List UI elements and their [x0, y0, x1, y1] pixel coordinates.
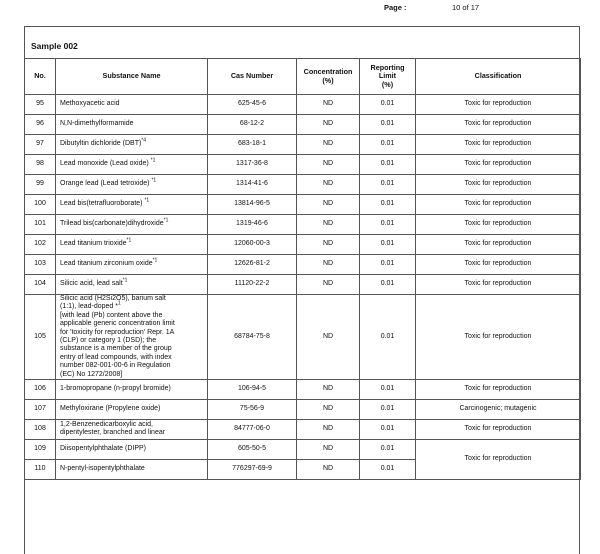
substance-text: Lead bis(tetrafluoroborate) — [60, 200, 145, 208]
cell-limit: 0.01 — [360, 419, 416, 439]
cell-cas: 68784-75-8 — [208, 295, 297, 380]
table-row — [25, 155, 581, 175]
substance-text: Silicic acid, lead salt — [60, 280, 123, 288]
cell-classification: Toxic for reproduction — [416, 255, 581, 275]
footnote-mark: *1 — [163, 217, 169, 224]
substance-text: Lead titanium zirconium oxide — [60, 260, 153, 268]
substance-text: Dibutyltin dichloride (DBT) — [60, 140, 142, 148]
cell-cas: 605-50-5 — [208, 439, 297, 459]
table-row — [25, 135, 581, 155]
footnote-mark: *1 — [150, 157, 156, 164]
cell-cas: 683-18-1 — [208, 135, 297, 155]
cell-no: 101 — [25, 215, 56, 235]
cell-concentration: ND — [297, 95, 360, 115]
cell-concentration: ND — [297, 295, 360, 380]
cell-cas: 11120-22-2 — [208, 275, 297, 295]
cell-no: 106 — [25, 379, 56, 399]
cell-classification: Toxic for reproduction — [416, 115, 581, 135]
table-row — [25, 115, 581, 135]
table-row — [25, 295, 581, 380]
substance-text: N,N-dimethylformamide — [60, 120, 134, 128]
cell-cas: 106-94-5 — [208, 379, 297, 399]
cell-classification: Toxic for reproduction — [416, 379, 581, 399]
cell-cas: 1314-41-6 — [208, 175, 297, 195]
cell-substance — [56, 115, 208, 135]
cell-classification: Toxic for reproduction — [416, 155, 581, 175]
cell-limit: 0.01 — [360, 439, 416, 459]
cell-classification: Toxic for reproduction — [416, 95, 581, 115]
cell-substance — [56, 195, 208, 215]
cell-limit: 0.01 — [360, 235, 416, 255]
footnote-mark: *1 — [152, 257, 158, 264]
cell-cas: 12626-81-2 — [208, 255, 297, 275]
col-header-limit: Reporting Limit (%) — [360, 59, 416, 95]
cell-concentration: ND — [297, 275, 360, 295]
cell-limit: 0.01 — [360, 295, 416, 380]
cell-no: 100 — [25, 195, 56, 215]
cell-substance — [56, 95, 208, 115]
cell-no: 107 — [25, 399, 56, 419]
substance-text: Orange lead (Lead tetroxide) — [60, 180, 152, 188]
cell-substance — [56, 275, 208, 295]
table-row — [25, 175, 581, 195]
footnote-mark: *1 — [126, 237, 132, 244]
substance-text: Lead monoxide (Lead oxide) — [60, 160, 151, 168]
substance-text: Trilead bis(carbonate)dihydroxide — [60, 220, 164, 228]
table-row — [25, 235, 581, 255]
substance-text: N-pentyl-isopentylphthalate — [60, 465, 145, 473]
footnote-mark: *4 — [141, 137, 147, 144]
substance-text: 1-bromopropane (n-propyl bromide) — [60, 385, 171, 393]
cell-substance — [56, 175, 208, 195]
substance-table — [24, 58, 581, 480]
table-row — [25, 195, 581, 215]
substance-line: 1,2-Benzenedicarboxylic acid, — [60, 421, 153, 429]
cell-limit: 0.01 — [360, 215, 416, 235]
cell-limit: 0.01 — [360, 275, 416, 295]
cell-no: 102 — [25, 235, 56, 255]
table-row — [25, 399, 581, 419]
cell-substance — [56, 399, 208, 419]
col-header-no: No. — [25, 59, 56, 95]
substance-text: Diisopentylphthalate (DIPP) — [60, 445, 146, 453]
cell-no: 104 — [25, 275, 56, 295]
cell-no: 109 — [25, 439, 56, 459]
cell-limit: 0.01 — [360, 195, 416, 215]
cell-substance — [56, 439, 208, 459]
substance-line: (EC) No 1272/2008] — [60, 370, 123, 378]
footnote-mark: *1 — [151, 177, 157, 184]
cell-concentration: ND — [297, 175, 360, 195]
cell-classification: Toxic for reproduction — [416, 195, 581, 215]
cell-limit: 0.01 — [360, 255, 416, 275]
table-row — [25, 255, 581, 275]
cell-limit: 0.01 — [360, 379, 416, 399]
substance-line: [with lead (Pb) content above the — [60, 311, 163, 319]
cell-no: 110 — [25, 459, 56, 479]
cell-classification: Toxic for reproduction — [416, 295, 581, 380]
cell-no: 99 — [25, 175, 56, 195]
cell-cas: 68-12-2 — [208, 115, 297, 135]
cell-classification: Toxic for reproduction — [416, 215, 581, 235]
substance-line: substance is a member of the group — [60, 345, 172, 353]
cell-concentration: ND — [297, 419, 360, 439]
cell-concentration: ND — [297, 115, 360, 135]
footnote-mark: *1 — [144, 197, 150, 204]
cell-substance — [56, 135, 208, 155]
cell-concentration: ND — [297, 379, 360, 399]
cell-concentration: ND — [297, 215, 360, 235]
cell-substance — [56, 459, 208, 479]
cell-classification: Toxic for reproduction — [416, 275, 581, 295]
col-header-substance: Substance Name — [56, 59, 208, 95]
table-row — [25, 439, 581, 459]
col-header-concentration: Concentration (%) — [297, 59, 360, 95]
cell-limit: 0.01 — [360, 95, 416, 115]
substance-line: for 'toxicity for reproduction' Repr. 1A — [60, 328, 175, 336]
cell-substance — [56, 255, 208, 275]
cell-classification: Toxic for reproduction — [416, 135, 581, 155]
cell-substance — [56, 155, 208, 175]
cell-concentration: ND — [297, 155, 360, 175]
cell-substance — [56, 235, 208, 255]
cell-cas: 75-56-9 — [208, 399, 297, 419]
cell-limit: 0.01 — [360, 399, 416, 419]
footnote-mark: 1 — [117, 301, 121, 308]
cell-cas: 13814-96-5 — [208, 195, 297, 215]
cell-classification: Toxic for reproduction — [416, 419, 581, 439]
cell-no: 103 — [25, 255, 56, 275]
table-row — [25, 379, 581, 399]
cell-substance — [56, 419, 208, 439]
page-header — [0, 3, 600, 17]
substance-line: Silicic acid (H2Si2O5), barium salt — [60, 295, 166, 302]
substance-line: applicable generic concentration limit — [60, 320, 175, 328]
cell-no: 95 — [25, 95, 56, 115]
cell-substance — [56, 295, 208, 380]
cell-classification: Toxic for reproduction — [416, 235, 581, 255]
cell-classification: Toxic for reproduction — [416, 175, 581, 195]
table-header-row — [25, 59, 581, 95]
cell-no: 97 — [25, 135, 56, 155]
cell-concentration: ND — [297, 235, 360, 255]
substance-text: Methoxyacetic acid — [60, 100, 120, 108]
substance-line: number 082-001-00-6 in Regulation — [60, 362, 171, 370]
table-row — [25, 95, 581, 115]
cell-cas: 1317-36-8 — [208, 155, 297, 175]
substance-text: (1:1), lead-doped * — [60, 303, 118, 311]
cell-limit: 0.01 — [360, 459, 416, 479]
sample-title: Sample 002 — [31, 41, 78, 51]
cell-concentration: ND — [297, 135, 360, 155]
page-number: 10 of 17 — [452, 3, 480, 12]
cell-concentration: ND — [297, 399, 360, 419]
cell-limit: 0.01 — [360, 175, 416, 195]
cell-no: 105 — [25, 295, 56, 380]
table-row — [25, 215, 581, 235]
substance-line: entry of lead compounds, with index — [60, 353, 172, 361]
cell-cas: 84777-06-0 — [208, 419, 297, 439]
cell-limit: 0.01 — [360, 155, 416, 175]
col-header-cas: Cas Number — [208, 59, 297, 95]
cell-no: 108 — [25, 419, 56, 439]
substance-line — [60, 303, 203, 311]
cell-classification: Toxic for reproduction — [416, 439, 581, 479]
cell-concentration: ND — [297, 439, 360, 459]
cell-substance — [56, 379, 208, 399]
substance-line: (CLP) or category 1 (DSD); the — [60, 336, 157, 344]
cell-cas: 625-45-6 — [208, 95, 297, 115]
substance-text: Lead titanium trioxide — [60, 240, 127, 248]
col-header-classification: Classification — [416, 59, 581, 95]
cell-concentration: ND — [297, 255, 360, 275]
cell-concentration: ND — [297, 459, 360, 479]
page-label: Page : — [384, 3, 407, 12]
cell-cas: 1319-46-6 — [208, 215, 297, 235]
cell-concentration: ND — [297, 195, 360, 215]
cell-limit: 0.01 — [360, 135, 416, 155]
cell-classification: Carcinogenic; mutagenic — [416, 399, 581, 419]
cell-cas: 12060-00-3 — [208, 235, 297, 255]
footnote-mark: *1 — [122, 277, 128, 284]
substance-line: dipentylester, branched and linear — [60, 429, 166, 437]
table-row — [25, 419, 581, 439]
substance-text: Methyloxirane (Propylene oxide) — [60, 405, 161, 413]
table-row — [25, 275, 581, 295]
cell-no: 96 — [25, 115, 56, 135]
cell-limit: 0.01 — [360, 115, 416, 135]
cell-no: 98 — [25, 155, 56, 175]
cell-cas: 776297-69-9 — [208, 459, 297, 479]
cell-substance — [56, 215, 208, 235]
